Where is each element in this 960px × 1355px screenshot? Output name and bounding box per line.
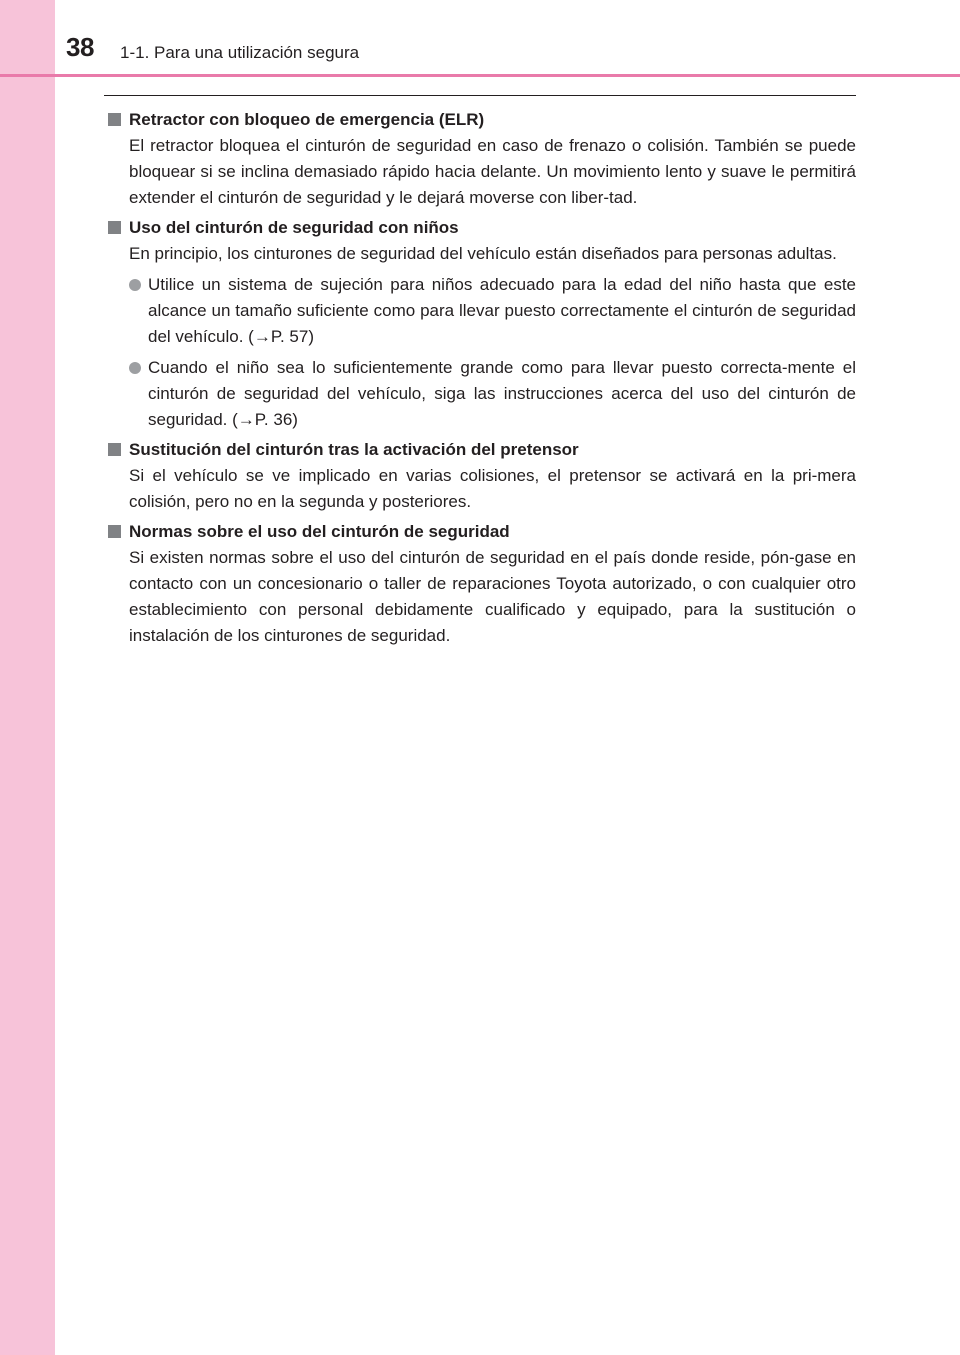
- list-item: [129, 355, 856, 433]
- heading-text: Normas sobre el uso del cinturón de seguridad: [129, 522, 510, 541]
- paragraph: En principio, los cinturones de seguridad del vehículo están diseñados para personas adultas.: [129, 244, 837, 263]
- page-header: [0, 0, 960, 76]
- section-heading: [108, 437, 856, 463]
- paragraph: Si existen normas sobre el uso del cinturón de seguridad en el país donde reside, pón-gase en contacto con un concesionario o taller de reparaciones Toyota autorizado, o con cualquier otro establecimiento con personal debidamente cualificado y equipado, para la sustitución o instalación de los cinturones de seguridad.: [129, 548, 856, 645]
- square-bullet-icon: [108, 113, 121, 126]
- square-bullet-icon: [108, 443, 121, 456]
- side-color-band: [0, 0, 55, 1355]
- list-item-text: Cuando el niño sea lo suficientemente grande como para llevar puesto correcta-mente el cinturón de seguridad del vehículo, siga las instrucciones acerca del uso del cinturón de seguridad. (→P. 36): [148, 358, 856, 429]
- round-bullet-icon: [129, 279, 141, 291]
- header-side-block: [0, 0, 55, 76]
- list-item: [129, 272, 856, 350]
- round-bullet-icon: [129, 362, 141, 374]
- section-heading: [108, 107, 856, 133]
- square-bullet-icon: [108, 221, 121, 234]
- section-title: 1-1. Para una utilización segura: [120, 43, 360, 62]
- section-heading: [108, 519, 856, 545]
- square-bullet-icon: [108, 525, 121, 538]
- heading-text: Retractor con bloqueo de emergencia (ELR): [129, 110, 485, 129]
- paragraph: El retractor bloquea el cinturón de seguridad en caso de frenazo o colisión. También se puede bloquear si se inclina demasiado rápido hacia delante. Un movimiento lento y suave le permitirá extender el cinturón de seguridad y le dejará moverse con liber-tad.: [129, 136, 856, 207]
- page-content: [108, 107, 856, 649]
- heading-text: Uso del cinturón de seguridad con niños: [129, 218, 459, 237]
- list-item-text: Utilice un sistema de sujeción para niños adecuado para la edad del niño hasta que este alcance un tamaño suficiente como para llevar puesto correctamente el cinturón de seguridad del vehículo. (→P. 57): [148, 275, 856, 346]
- heading-text: Sustitución del cinturón tras la activación del pretensor: [129, 440, 579, 459]
- section-heading: [108, 215, 856, 241]
- paragraph: Si el vehículo se ve implicado en varias colisiones, el pretensor se activará en la pri-mera colisión, pero no en la segunda y posteriores.: [129, 466, 856, 511]
- content-top-rule: [104, 95, 856, 96]
- page-number: 38: [66, 32, 94, 62]
- header-rule: [0, 74, 960, 77]
